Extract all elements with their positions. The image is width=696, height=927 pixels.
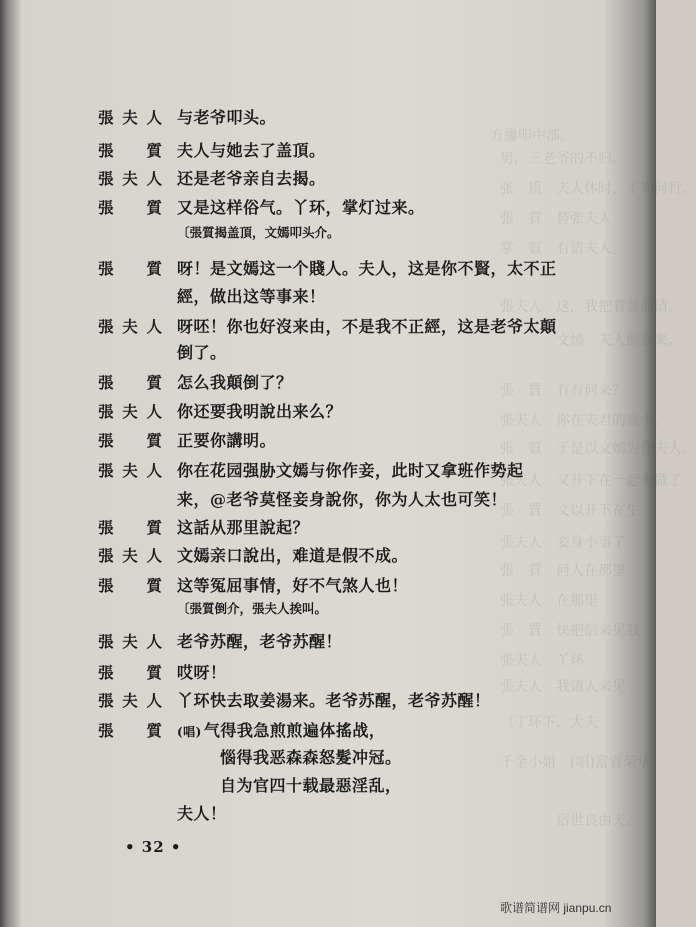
speaker-name: 張 質 (98, 141, 162, 160)
bleed-through-text: 張 質 于是以文嫣为作夫人。 (500, 441, 696, 457)
speaker-name: 張 質 (98, 259, 162, 278)
speech-text: 文嫣亲口說出，难道是假不成。 (177, 546, 409, 565)
speech-text: 这等冤屈事情，好不气煞人也！ (177, 576, 409, 595)
verse-text: 气得我急煎煎遍体搖战， (203, 721, 386, 740)
speaker-name: 張 質 (98, 576, 162, 595)
bleed-through-text: 張夫人 我请人来见 (500, 679, 626, 695)
speech-text: 你在花园强胁文嫣与你作妾，此时又拿班作势起 (177, 461, 524, 480)
speech-continuation: 来，@老爷莫怪妾身說你，你为人太也可笑！ (177, 490, 508, 509)
bleed-through-text: 〔丁环下，大夫 (500, 715, 598, 731)
bleed-through-text: 男，三老爷的不归。 (500, 151, 626, 167)
bleed-through-text: 張夫人 又开下在一起来做了 (500, 473, 682, 489)
speaker-name: 張 質 (98, 373, 162, 392)
bleed-through-text: 文嫣 夫人倒回来。 (500, 333, 682, 349)
bleed-through-text: 張 質 替张夫人 (500, 211, 612, 227)
speech-continuation: 倒了。 (177, 343, 227, 362)
speech-text (177, 718, 385, 745)
bleed-through-text: 張夫人 丫环 (500, 653, 584, 669)
speech-text: 这話从那里說起？ (177, 518, 310, 537)
speech-text: 呀！是文嫣这一个賤人。夫人，这是你不賢，太不正 (177, 259, 557, 278)
bleed-through-text: 張夫人 你在夫君的意中。 (500, 413, 668, 429)
bleed-through-text: 張 質 快把信来见我 (500, 623, 640, 639)
bleed-through-text: 張夫人 这，我把着盖前请。 (500, 299, 682, 315)
speaker-name: 張 質 (98, 518, 162, 537)
speaker-name: 張 質 (98, 721, 162, 740)
stage-direction: 〔張質倒介，張夫人挨叫。 (177, 601, 328, 616)
bleed-through-text: 张 质 夫人休时，不知何行。 (500, 181, 696, 197)
speaker-name: 張夫人 (98, 317, 162, 336)
speech-text: 你还要我明說出来么？ (177, 402, 343, 421)
speech-text: 老爷苏醒，老爷苏醒！ (177, 632, 343, 651)
speaker-name: 張夫人 (98, 632, 162, 651)
bleed-through-text: 張 質 何人在那里 (500, 563, 626, 579)
speech-text: 还是老爷亲自去揭。 (177, 169, 326, 188)
speaker-name: 張夫人 (98, 402, 162, 421)
speaker-name: 張 質 (98, 431, 162, 450)
bleed-through-text: 千金小姐 (唱)富貴荣华 (500, 755, 651, 771)
speech-text: 呀呸！你也好沒来由，不是我不正經，这是老爷太顛 (177, 317, 557, 336)
verse-line: 自为官四十载最惡淫乱， (220, 776, 402, 795)
page-number: • 32 • (125, 838, 182, 856)
speaker-name: 張夫人 (98, 691, 162, 710)
speech-text: 与老爷叩头。 (177, 108, 277, 127)
bleed-through-text: 宿世良由天。 (500, 813, 640, 829)
speaker-name: 張 質 (98, 663, 162, 682)
speaker-name: 張夫人 (98, 169, 162, 188)
speech-text: 怎么我顛倒了？ (177, 373, 293, 392)
speaker-name: 張夫人 (98, 546, 162, 565)
speech-text: 夫人与她去了盖頂。 (177, 141, 326, 160)
verse-line: 惱得我恶森森怒髮冲冠。 (220, 748, 402, 767)
sing-marker: (唱) (177, 725, 202, 739)
verse-line: 夫人！ (177, 804, 227, 823)
bleed-through-text: 方纔叩中部。 (490, 128, 574, 144)
bleed-through-text: 張 質 有有何来？ (500, 383, 626, 399)
bleed-through-text: 掌 質 有请夫人。 (500, 241, 626, 257)
speech-continuation: 經，做出这等事来！ (177, 287, 326, 306)
speech-text: 又是这样俗气。丫环，掌灯过来。 (177, 198, 425, 217)
bleed-through-text: 張夫人 妾身小事了 (500, 535, 626, 551)
site-watermark: 歌谱简谱网 jianpu.cn (500, 901, 612, 915)
stage-direction: 〔張質揭盖頂，文嫣叩头介。 (177, 225, 340, 240)
speech-text: 丫环快去取姜湯来。老爷苏醒，老爷苏醒！ (177, 691, 491, 710)
bleed-through-text: 張 質 文以开下在生 (500, 503, 640, 519)
speech-text: 正要你講明。 (177, 431, 277, 450)
speaker-name: 張夫人 (98, 461, 162, 480)
speaker-name: 張 質 (98, 198, 162, 217)
bleed-through-text: 張夫人 在那里 (500, 593, 598, 609)
speaker-name: 張夫人 (98, 108, 162, 127)
speech-text: 哎呀！ (177, 663, 227, 682)
